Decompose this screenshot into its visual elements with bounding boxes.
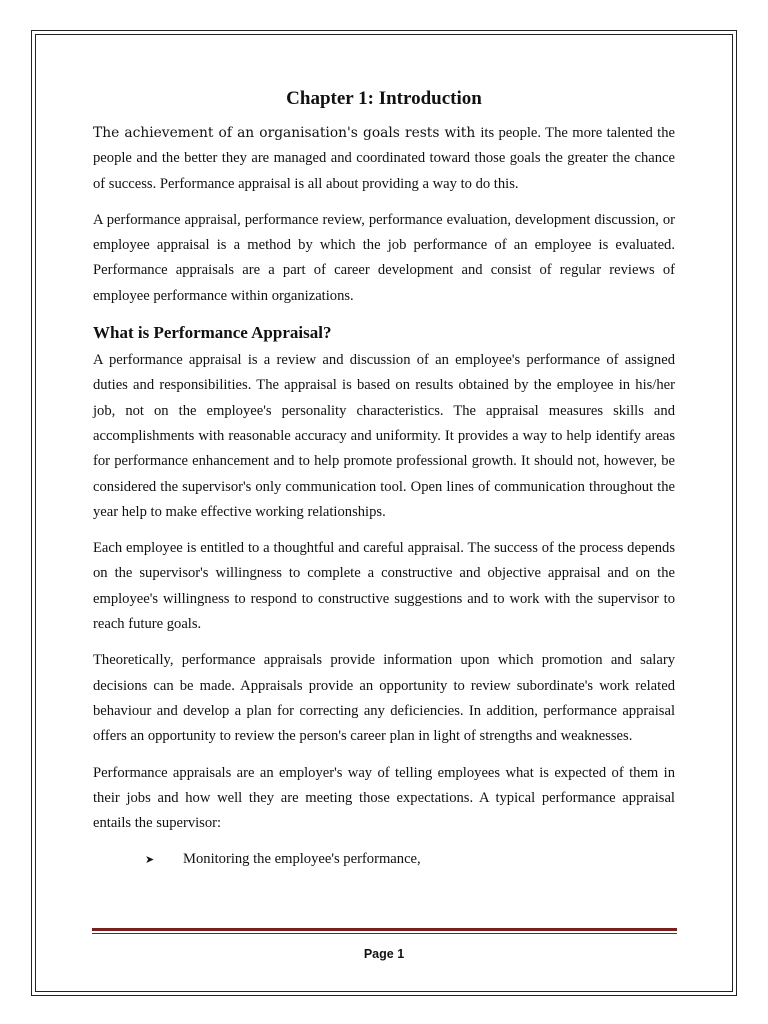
section-paragraph-3: Theoretically, performance appraisals provide information upon which promotion and salary decisions can be made. Appraisals provide an opportunity to review subordinate's work related behaviour and develop a plan for correcting any deficiencies. In addition, performance appraisal offers an opportunity to review the person's career plan in light of strengths and weaknesses. (93, 652, 675, 745)
section-heading: What is Performance Appraisal? (93, 323, 332, 343)
section-paragraph-4: Performance appraisals are an employer's way of telling employees what is expected of them in their jobs and how well they are meeting those expectations. A typical performance appraisal entails the supervisor: (93, 764, 675, 832)
footer-divider-thick (92, 928, 677, 931)
page-number: Page 1 (363, 947, 405, 961)
document-body (93, 86, 675, 874)
intro-paragraph-1-lead: The achievement of an organisation's goals rests with (93, 125, 476, 141)
bullet-text: Monitoring the employee's performance, (183, 851, 421, 868)
chapter-title: Chapter 1: Introduction (286, 88, 482, 109)
intro-paragraph-1-rest: its people. The more talented the people and the better they are managed and coordinated toward those goals the greater the chance of success. Performance appraisal is all about providing a way to do this. (93, 125, 676, 192)
section-paragraph-2: Each employee is entitled to a thoughtful and careful appraisal. The success of the process depends on the supervisor's willingness to complete a constructive and objective appraisal and on the employee's willingness to respond to constructive suggestions and to work with the supervisor to reach future goals. (93, 540, 675, 633)
footer-divider-thin (92, 933, 677, 934)
bullet-item (93, 847, 675, 873)
intro-paragraph-2: A performance appraisal, performance review, performance evaluation, development discussion, or employee appraisal is a method by which the job performance of an employee is evaluated. Performance appraisals are a part of career development and consist of regular reviews of employee performance within organizations. (93, 211, 675, 304)
arrow-bullet-icon: ➤ (145, 854, 155, 867)
intro-paragraph-1 (93, 121, 675, 197)
section-paragraph-1: A performance appraisal is a review and discussion of an employee's performance of assigned duties and responsibilities. The appraisal is based on results obtained by the employee in his/her job, not on the employee's personality characteristics. The appraisal measures skills and accomplishments with reasonable accuracy and uniformity. It provides a way to help identify areas for performance enhancement and to help promote professional growth. It should not, however, be considered the supervisor's only communication tool. Open lines of communication throughout the year help to make effective working relationships. (93, 352, 675, 520)
